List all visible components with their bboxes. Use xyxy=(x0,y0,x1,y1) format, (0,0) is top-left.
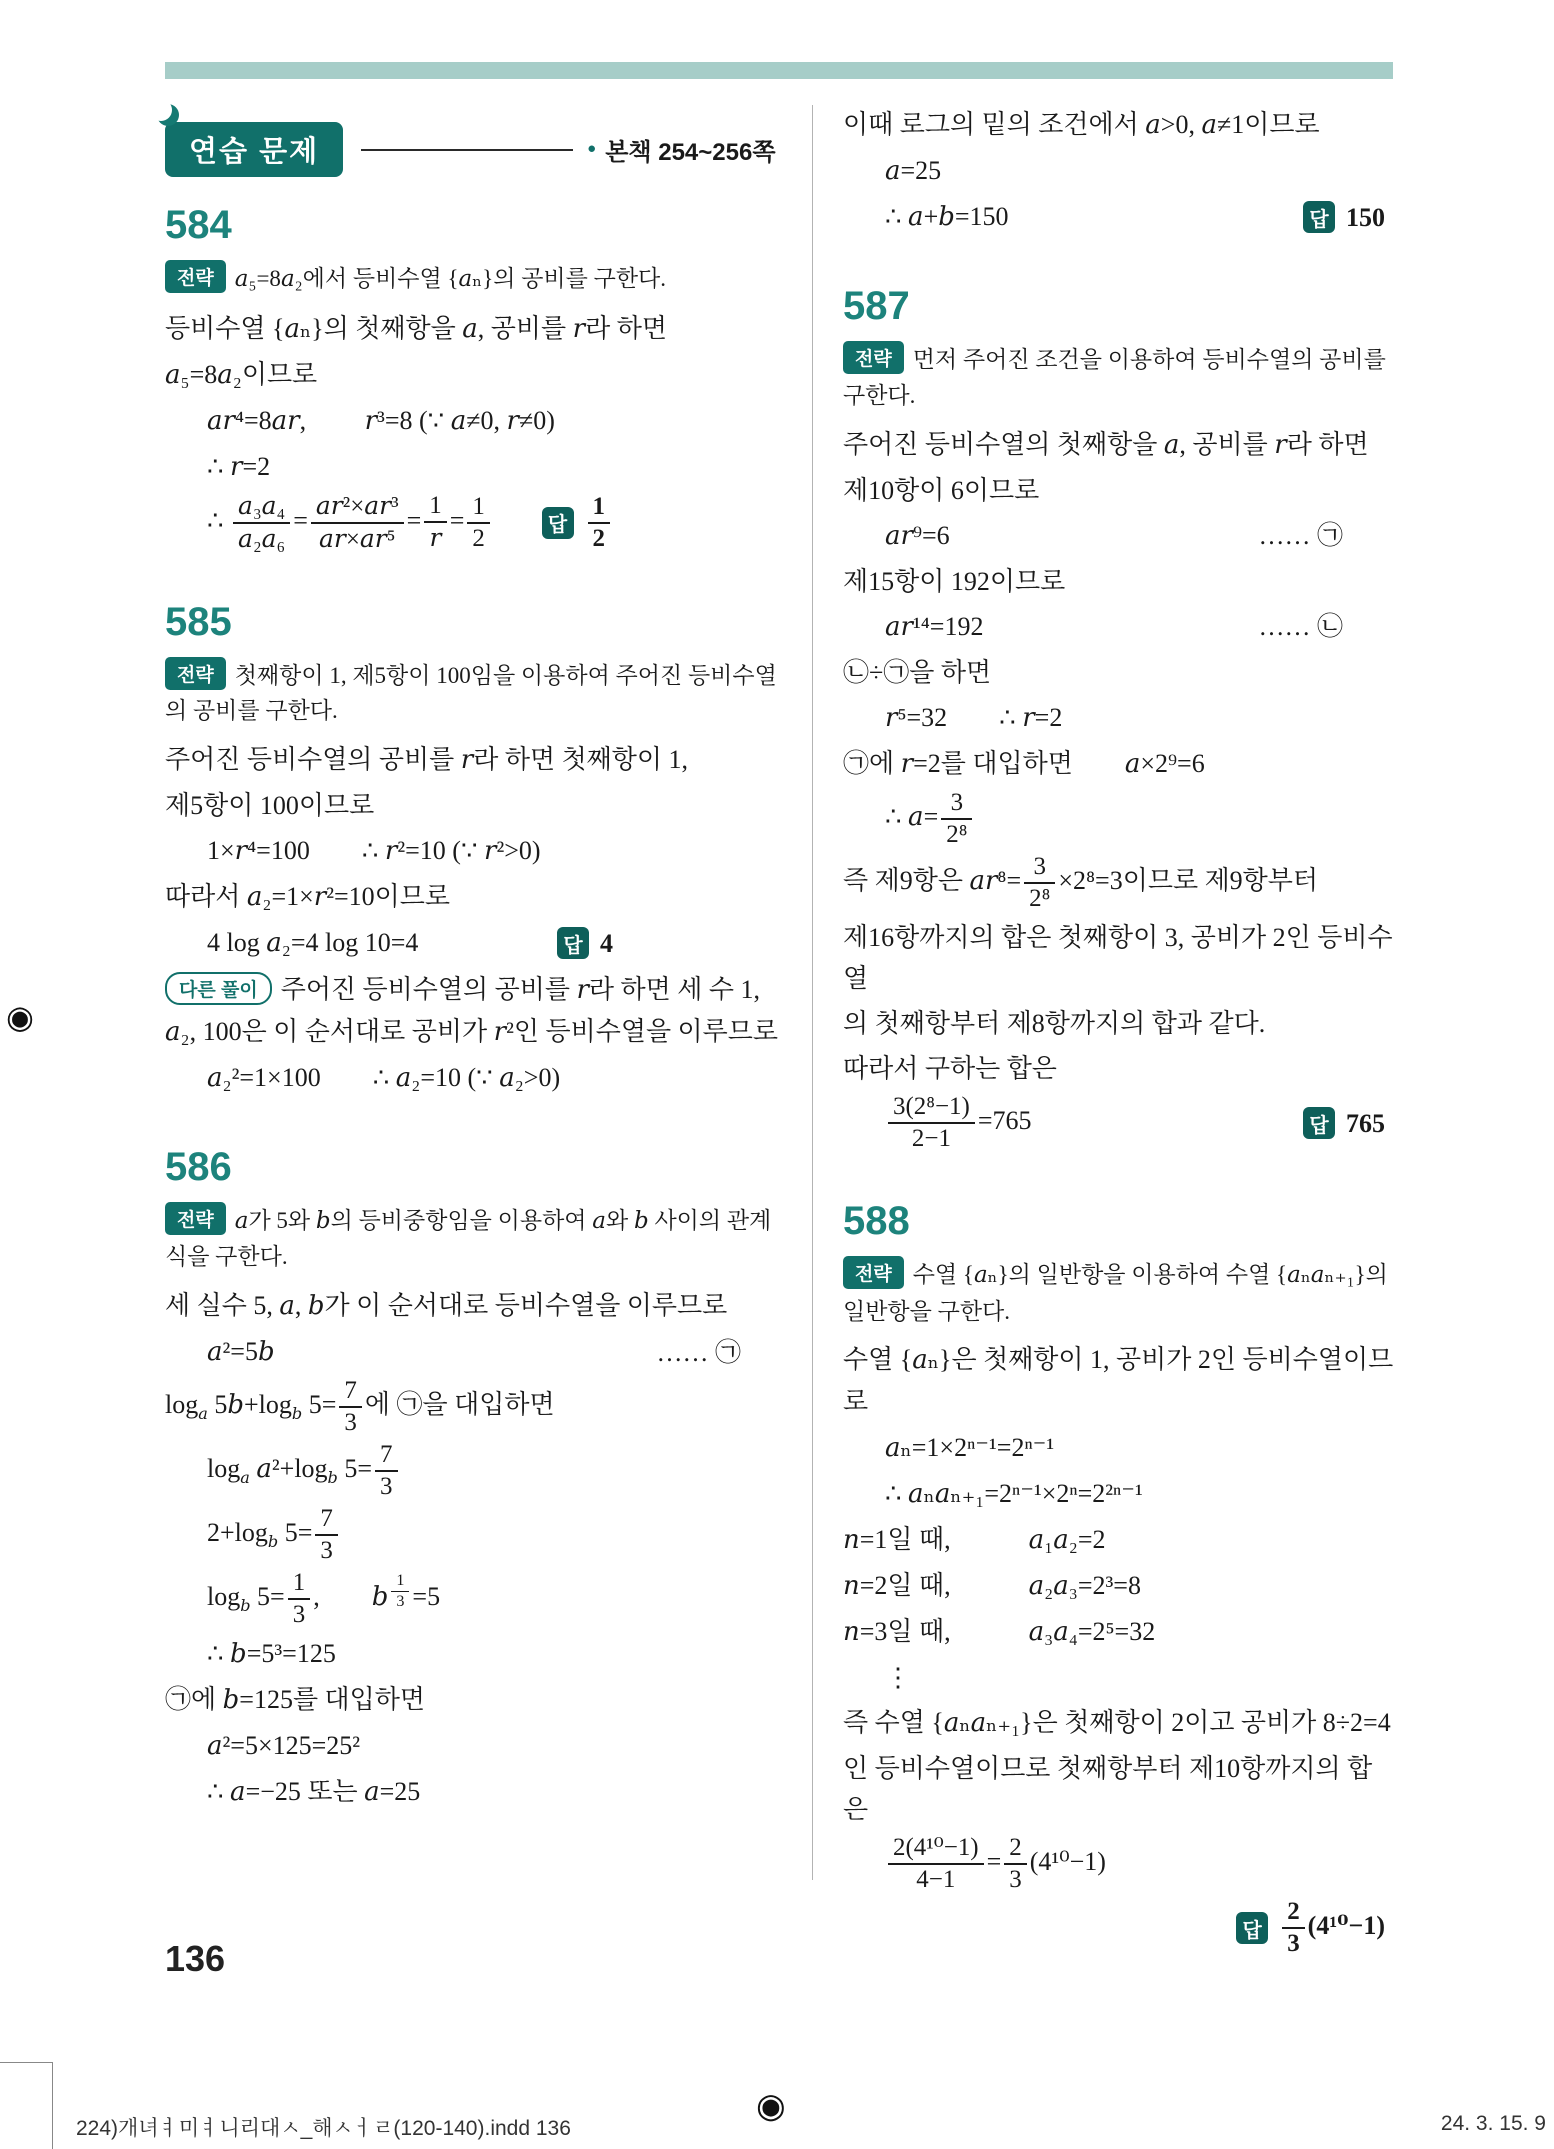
strategy-badge: 전략 xyxy=(843,1256,904,1289)
math-text: ar¹⁴=192 xyxy=(885,611,984,642)
header-rule xyxy=(361,149,573,151)
answer-badge: 답 xyxy=(1303,1107,1335,1139)
column-divider xyxy=(812,105,813,1880)
reference-marker: …… ㉡ xyxy=(1258,612,1343,642)
content-line xyxy=(165,876,793,918)
content-line xyxy=(165,830,793,872)
content-line xyxy=(843,606,1395,648)
math-text: ∴ a+b=150 xyxy=(885,202,1009,233)
answer xyxy=(1303,197,1385,238)
answer-badge: 답 xyxy=(1303,201,1335,233)
content-line xyxy=(843,150,1395,192)
page-number: 136 xyxy=(165,1938,226,1979)
strategy-text: 수열 {aₙ}의 일반항을 이용하여 수열 {aₙaₙ₊₁}의 일반항을 구한다. xyxy=(843,1262,1388,1324)
math-text: n=3일 때, a₃a₄=2⁵=32 xyxy=(843,1616,1156,1647)
content-line xyxy=(165,1725,793,1767)
strategy-row xyxy=(165,657,793,729)
math-text: a₂²=1×100 ∴ a₂=10 (∵ a₂>0) xyxy=(207,1062,561,1093)
content-line xyxy=(843,1611,1395,1653)
math-text: 주어진 등비수열의 첫째항을 a, 공비를 r라 하면 xyxy=(843,429,1369,460)
right-problem-list xyxy=(843,104,1395,1958)
content-line xyxy=(843,104,1395,146)
math-text: 4 log a₂=4 log 10=4 xyxy=(207,928,419,959)
math-text: 주어진 등비수열의 공비를 r라 하면 첫째항이 1, xyxy=(165,745,689,776)
section-badge: 연습 문제 xyxy=(165,122,343,177)
content-line xyxy=(843,1339,1395,1422)
content-line xyxy=(843,1519,1395,1561)
footer-date: 24. 3. 15. 9 xyxy=(1440,2112,1546,2135)
answer xyxy=(557,923,613,964)
math-text: ar⁹=6 xyxy=(885,520,950,551)
content-line xyxy=(165,922,793,964)
footer-slug: 224)개녀ㅕ미ㅕ니리대ㅅ_해ㅅㅓㄹ(120-140).indd 136 xyxy=(76,2117,571,2140)
math-text: 인 등비수열이므로 첫째항부터 제10항까지의 합은 xyxy=(843,1754,1373,1825)
math-text: ∴ b=5³=125 xyxy=(207,1638,336,1669)
math-text: a²=5×125=25² xyxy=(207,1730,361,1761)
math-text: 의 첫째항부터 제8항까지의 합과 같다. xyxy=(843,1009,1266,1039)
math-text: ar⁴=8ar, r³=8 (∵ a≠0, r≠0) xyxy=(207,405,555,436)
problem-number: 587 xyxy=(843,284,910,329)
content-line xyxy=(843,561,1395,602)
problem-number: 586 xyxy=(165,1144,232,1189)
math-text: 제15항이 192이므로 xyxy=(843,566,1066,596)
content-line xyxy=(165,446,793,488)
strategy-badge: 전략 xyxy=(843,341,904,374)
answer-value: 150 xyxy=(1346,202,1385,232)
problem-586 xyxy=(165,1145,793,1813)
content-line xyxy=(843,424,1395,466)
content-line xyxy=(165,1285,793,1327)
math-text: $\log_a 5b+\log_b$ 5= $\frac{7}{3}$ 에 ㉠을 대입하면 xyxy=(165,1377,555,1437)
content-line xyxy=(843,853,1395,913)
answer xyxy=(542,493,613,553)
answer-value: $\frac{1}{2}$ xyxy=(585,493,613,553)
math-text: ⋮ xyxy=(885,1662,911,1692)
strategy-row xyxy=(165,1202,793,1275)
left-problem-list xyxy=(165,203,793,1813)
math-text: 즉 제9항은 ar⁸= $\frac{3}{\text{2⁸}}$ ×2⁸=3이므로 제9항부터 xyxy=(843,853,1319,912)
content-line xyxy=(843,697,1395,739)
problem-number: 588 xyxy=(843,1199,910,1244)
math-text: 따라서 a₂=1×r²=10이므로 xyxy=(165,882,451,913)
registration-mark-center: ◉ xyxy=(756,2086,786,2126)
math-text: aₙ=1×2ⁿ⁻¹=2ⁿ⁻¹ xyxy=(885,1432,1055,1463)
math-text: a₅=8a₂이므로 xyxy=(165,359,318,390)
math-text: 이때 로그의 밑의 조건에서 a>0, a≠1이므로 xyxy=(843,110,1320,140)
answer-value: 4 xyxy=(600,928,613,958)
math-text: 즉 수열 {aₙaₙ₊₁}은 첫째항이 2이고 공비가 8÷2=4 xyxy=(843,1707,1391,1738)
answer xyxy=(1303,1103,1385,1144)
math-text: n=1일 때, a₁a₂=2 xyxy=(843,1524,1106,1555)
top-accent-bar xyxy=(165,62,1393,79)
content-line xyxy=(843,1657,1395,1698)
strategy-text: a₅=8a₂에서 등비수열 {aₙ}의 공비를 구한다. xyxy=(234,266,667,292)
content-line xyxy=(165,785,793,826)
math-text: 1×r⁴=100 ∴ r²=10 (∵ r²>0) xyxy=(207,836,541,867)
answer xyxy=(1236,1898,1385,1958)
content-line xyxy=(843,1427,1395,1469)
math-text: n=2일 때, a₂a₃=2³=8 xyxy=(843,1570,1141,1601)
registration-mark-left: ◉ xyxy=(6,998,34,1036)
content-line xyxy=(843,1834,1395,1894)
answer-badge: 답 xyxy=(1236,1912,1268,1944)
content-line xyxy=(843,1093,1395,1153)
content-line xyxy=(843,1702,1395,1744)
math-text: 수열 {aₙ}은 첫째항이 1, 공비가 2인 등비수열이므로 xyxy=(843,1345,1394,1417)
strategy-text: 첫째항이 1, 제5항이 100임을 이용하여 주어진 등비수열의 공비를 구한다. xyxy=(165,662,777,724)
content-line xyxy=(843,917,1395,999)
math-text: 등비수열 {aₙ}의 첫째항을 a, 공비를 r라 하면 xyxy=(165,313,667,344)
strategy-badge: 전략 xyxy=(165,1202,226,1235)
math-text: ∴ $\frac{\text{a₃a₄}}{\text{a₂a₆}}$ = $\frac{\text{ar²×ar³}}{\text{ar×ar⁵}}$ = $\frac{1}{r}$ = $\frac{1}{2}$ xyxy=(207,492,493,554)
math-text: a=25 xyxy=(885,156,942,187)
content-line xyxy=(843,789,1395,849)
content-line xyxy=(165,1331,793,1373)
content-line xyxy=(843,196,1395,238)
content-line xyxy=(843,1003,1395,1044)
strategy-row xyxy=(165,260,793,298)
reference-marker: …… ㉠ xyxy=(1258,521,1343,551)
content-line xyxy=(843,1473,1395,1515)
content-line xyxy=(165,1505,793,1565)
math-text: 제10항이 6이므로 xyxy=(843,475,1040,505)
content-line xyxy=(843,1565,1395,1607)
math-text: 제5항이 100이므로 xyxy=(165,791,375,821)
math-text: $\log_b 5=$ $\frac{1}{3}$ , b $^{\frac{1}{3}}$ =5 xyxy=(207,1568,441,1628)
bullet-icon: ● xyxy=(587,141,597,157)
math-text: ∴ a= $\frac{3}{\text{2⁸}}$ xyxy=(885,802,975,831)
problem-584 xyxy=(165,203,793,554)
content-line xyxy=(165,492,793,554)
left-column xyxy=(165,108,793,1817)
strategy-text: a가 5와 b의 등비중항임을 이용하여 a와 b 사이의 관계식을 구한다. xyxy=(165,1207,772,1270)
content-line xyxy=(165,969,793,1053)
content-line xyxy=(843,1898,1395,1958)
strategy-badge: 전략 xyxy=(165,657,226,690)
math-text: ∴ aₙaₙ₊₁=2ⁿ⁻¹×2ⁿ=2²ⁿ⁻¹ xyxy=(885,1478,1143,1509)
content-line xyxy=(165,1441,793,1501)
crop-mark xyxy=(0,2062,53,2149)
content-line xyxy=(843,743,1395,785)
content-line xyxy=(165,400,793,442)
math-text: ㉡÷㉠을 하면 xyxy=(843,657,992,687)
answer-badge: 답 xyxy=(542,507,574,539)
math-text: 세 실수 5, a, b가 이 순서대로 등비수열을 이루므로 xyxy=(165,1291,728,1322)
answer-badge: 답 xyxy=(557,927,589,959)
content-line xyxy=(165,354,793,396)
content-line xyxy=(165,1057,793,1099)
reference-marker: …… ㉠ xyxy=(656,1337,741,1367)
content-line xyxy=(165,1569,793,1629)
content-line xyxy=(843,1748,1395,1830)
problem-587 xyxy=(843,284,1395,1153)
math-text: $\frac{\text{3(2⁸−1)}}{2-1}$ =765 xyxy=(885,1093,1032,1153)
math-text: $\log_a a^2+\log_b$ 5= $\frac{7}{3}$ xyxy=(207,1454,401,1483)
content-line xyxy=(165,308,793,350)
content-line xyxy=(843,1048,1395,1089)
math-text: a²=5b xyxy=(207,1337,275,1368)
math-text: 주어진 등비수열의 공비를 r라 하면 세 수 1, a₂, 100은 이 순서대로 공비가 r²인 등비수열을 이루므로 xyxy=(165,974,779,1047)
strategy-row xyxy=(843,1256,1395,1329)
content-line xyxy=(843,470,1395,511)
math-text: ∴ a=−25 또는 a=25 xyxy=(207,1776,421,1807)
math-text: ㉠에 b=125를 대입하면 xyxy=(165,1684,426,1715)
book-reference: 본책 254~256쪽 xyxy=(605,139,776,166)
math-text: r⁵=32 ∴ r=2 xyxy=(885,702,1063,733)
math-text: $\frac{\text{2(4¹⁰−1)}}{4-1}$ = $\frac{2}{3}$ (4¹⁰−1) xyxy=(885,1847,1106,1876)
math-text: ㉠에 r=2를 대입하면 a×2⁹=6 xyxy=(843,749,1205,780)
strategy-badge: 전략 xyxy=(165,260,226,293)
strategy-row xyxy=(843,341,1395,413)
answer-value: $\frac{2}{3}$ (4¹⁰−1) xyxy=(1279,1898,1385,1958)
math-text: 제16항까지의 합은 첫째항이 3, 공비가 2인 등비수열 xyxy=(843,922,1393,993)
content-line xyxy=(165,1771,793,1813)
answer-value: 765 xyxy=(1346,1108,1385,1138)
math-text: 따라서 구하는 합은 xyxy=(843,1054,1057,1084)
problem-number: 584 xyxy=(165,203,232,247)
right-column xyxy=(843,100,1395,1962)
math-text: $2+\log_b$ 5= $\frac{7}{3}$ xyxy=(207,1518,341,1547)
print-footer xyxy=(76,2112,1548,2142)
content-line xyxy=(843,515,1395,557)
content-line xyxy=(165,1633,793,1675)
alt-solution-badge: 다른 풀이 xyxy=(165,972,272,1005)
problem-continuation xyxy=(843,104,1395,238)
content-line xyxy=(165,1377,793,1437)
content-line xyxy=(165,739,793,781)
section-header xyxy=(165,122,793,177)
problem-585 xyxy=(165,600,793,1099)
content-line xyxy=(165,1679,793,1721)
problem-number: 585 xyxy=(165,599,232,644)
strategy-text: 먼저 주어진 조건을 이용하여 등비수열의 공비를 구한다. xyxy=(843,347,1386,408)
math-text: ∴ r=2 xyxy=(207,451,271,482)
problem-588 xyxy=(843,1199,1395,1958)
content-line xyxy=(843,652,1395,693)
